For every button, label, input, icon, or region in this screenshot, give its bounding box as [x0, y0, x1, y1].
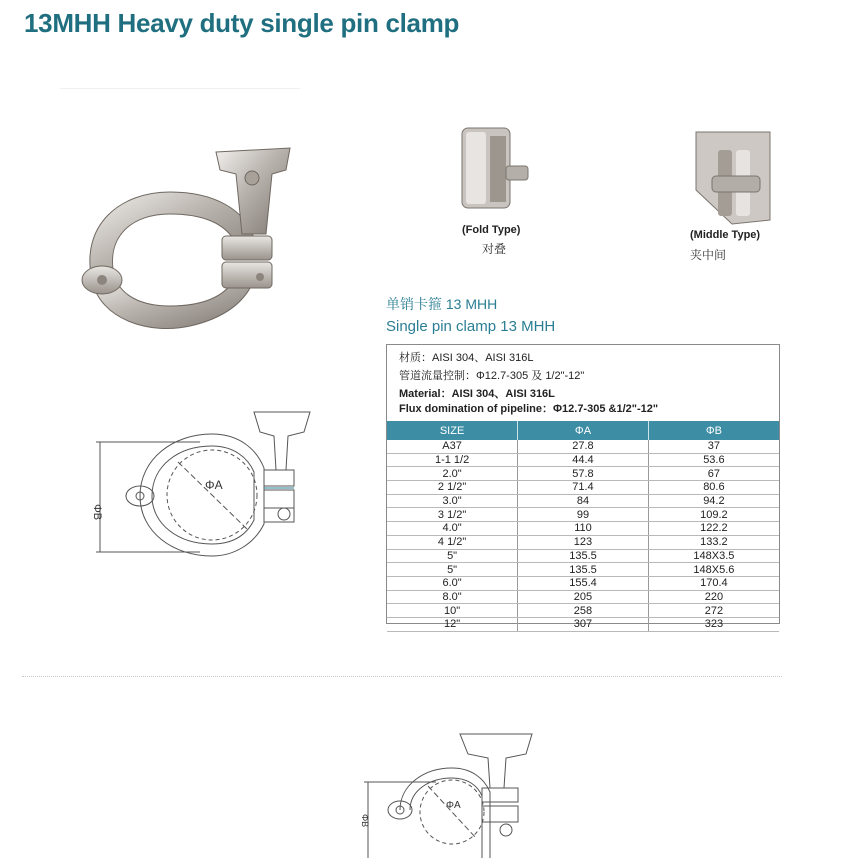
table-row [387, 440, 779, 453]
technical-drawing-small [356, 730, 546, 860]
table-row [387, 522, 779, 536]
table-row [387, 481, 779, 495]
cell-b: 94.2 [648, 494, 779, 508]
flux-en: Flux domination of pipeline：Φ12.7-305 &1/2"-12" [399, 403, 659, 415]
table-row [387, 617, 779, 631]
cell-a: 44.4 [518, 453, 649, 467]
column-header-size: SIZE [387, 421, 518, 440]
fold-type-label: (Fold Type) [462, 224, 521, 236]
table-row [387, 467, 779, 481]
table-row [387, 549, 779, 563]
cell-b: 148X3.5 [648, 549, 779, 563]
table-row [387, 604, 779, 618]
cell-size: 6.0" [387, 576, 518, 590]
cell-a: 205 [518, 590, 649, 604]
table-header [387, 421, 779, 440]
table-row [387, 453, 779, 467]
table-row [387, 576, 779, 590]
cell-b: 37 [648, 440, 779, 453]
cell-size: 10" [387, 604, 518, 618]
cell-a: 110 [518, 522, 649, 536]
dimension-a-label-small: ΦA [446, 800, 461, 811]
cell-a: 27.8 [518, 440, 649, 453]
technical-drawing [88, 404, 318, 564]
dimension-b-label: ΦB [91, 504, 103, 521]
cell-b: 80.6 [648, 481, 779, 495]
table-row [387, 590, 779, 604]
middle-type-label: (Middle Type) [690, 229, 761, 241]
cell-size: 12" [387, 617, 518, 631]
column-header-b: ΦB [648, 421, 779, 440]
cell-size: 5" [387, 563, 518, 577]
subtitle-cn: 单销卡箍 13 MHH [386, 296, 498, 312]
fold-type-photo [456, 126, 536, 222]
cell-b: 170.4 [648, 576, 779, 590]
dimension-a-label: ΦA [205, 478, 223, 492]
table-row [387, 508, 779, 522]
column-header-a: ΦA [518, 421, 649, 440]
cell-b: 323 [648, 617, 779, 631]
cell-size: 5" [387, 549, 518, 563]
table-row [387, 563, 779, 577]
subtitle-en: Single pin clamp 13 MHH [386, 318, 556, 335]
cell-a: 84 [518, 494, 649, 508]
table-row [387, 535, 779, 549]
clamp-photo [40, 130, 300, 345]
cell-b: 272 [648, 604, 779, 618]
cell-size: A37 [387, 440, 518, 453]
cell-a: 307 [518, 617, 649, 631]
cell-a: 258 [518, 604, 649, 618]
cell-size: 2.0" [387, 467, 518, 481]
cell-a: 123 [518, 535, 649, 549]
cell-size: 3 1/2" [387, 508, 518, 522]
cell-b: 220 [648, 590, 779, 604]
cell-b: 53.6 [648, 453, 779, 467]
cell-b: 148X5.6 [648, 563, 779, 577]
size-table [387, 421, 779, 632]
flux-cn: 管道流量控制：Φ12.7-305 及 1/2"-12" [399, 370, 585, 382]
material-en: Material：AISI 304、AISI 316L [399, 388, 555, 400]
cell-a: 135.5 [518, 549, 649, 563]
section-divider [22, 676, 782, 677]
page-title: 13MHH Heavy duty single pin clamp [24, 8, 460, 38]
cell-size: 8.0" [387, 590, 518, 604]
middle-type-photo [692, 130, 774, 226]
cell-a: 99 [518, 508, 649, 522]
cell-size: 1-1 1/2 [387, 453, 518, 467]
cell-a: 71.4 [518, 481, 649, 495]
spec-info [387, 345, 779, 421]
spec-table-box [386, 344, 780, 631]
cell-b: 67 [648, 467, 779, 481]
cell-a: 135.5 [518, 563, 649, 577]
cell-size: 4.0" [387, 522, 518, 536]
cell-a: 155.4 [518, 576, 649, 590]
middle-type-label-cn: 夹中间 [690, 248, 727, 262]
divider [60, 88, 300, 89]
cell-b: 122.2 [648, 522, 779, 536]
cell-b: 133.2 [648, 535, 779, 549]
table-row [387, 494, 779, 508]
cell-b: 109.2 [648, 508, 779, 522]
dimension-b-label-small: ΦB [360, 814, 370, 828]
cell-size: 4 1/2" [387, 535, 518, 549]
fold-type-label-cn: 对叠 [482, 242, 507, 256]
cell-a: 57.8 [518, 467, 649, 481]
cell-size: 3.0" [387, 494, 518, 508]
material-cn: 材质：AISI 304、AISI 316L [399, 352, 534, 364]
cell-size: 2 1/2" [387, 481, 518, 495]
